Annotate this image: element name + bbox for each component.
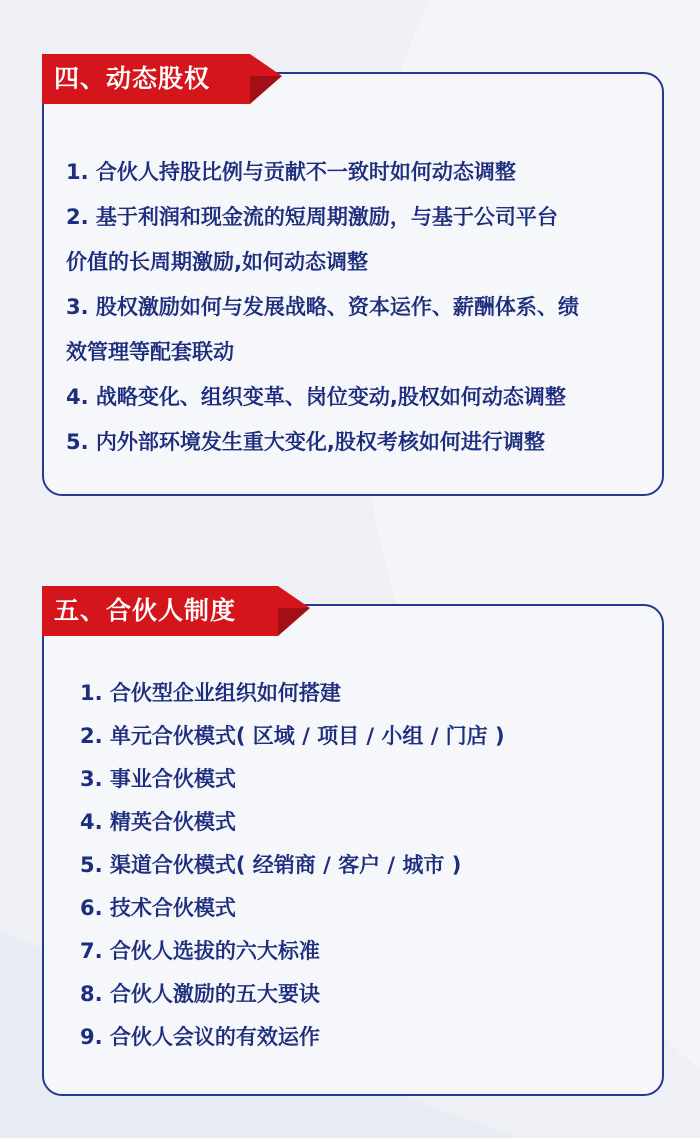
- list-item: 7. 合伙人选拔的六大标准: [80, 939, 320, 963]
- list-item: 9. 合伙人会议的有效运作: [80, 1025, 320, 1049]
- item-list: [80, 672, 650, 1059]
- list-item: 4. 战略变化、组织变革、岗位变动,股权如何动态调整: [66, 385, 566, 409]
- section-title: 四、动态股权: [54, 64, 211, 93]
- list-item: 3. 事业合伙模式: [80, 767, 236, 791]
- list-item: 3. 股权激励如何与发展战略、资本运作、薪酬体系、绩: [66, 295, 579, 319]
- list-item: 4. 精英合伙模式: [80, 810, 236, 834]
- section-tab: [42, 586, 310, 636]
- section-tab: [42, 54, 282, 104]
- list-item: 2. 基于利润和现金流的短周期激励，与基于公司平台: [66, 205, 558, 229]
- list-item: 5. 渠道合伙模式( 经销商 / 客户 / 城市 ): [80, 853, 462, 877]
- list-item: 价值的长周期激励,如何动态调整: [66, 250, 368, 274]
- list-item: 2. 单元合伙模式( 区域 / 项目 / 小组 / 门店 ): [80, 724, 505, 748]
- item-list: [66, 150, 656, 465]
- list-item: 效管理等配套联动: [66, 340, 234, 364]
- list-item: 6. 技术合伙模式: [80, 896, 236, 920]
- list-item: 1. 合伙人持股比例与贡献不一致时如何动态调整: [66, 160, 516, 184]
- list-item: 1. 合伙型企业组织如何搭建: [80, 681, 341, 705]
- section-title: 五、合伙人制度: [54, 596, 237, 625]
- list-item: 8. 合伙人激励的五大要诀: [80, 982, 320, 1006]
- list-item: 5. 内外部环境发生重大变化,股权考核如何进行调整: [66, 430, 545, 454]
